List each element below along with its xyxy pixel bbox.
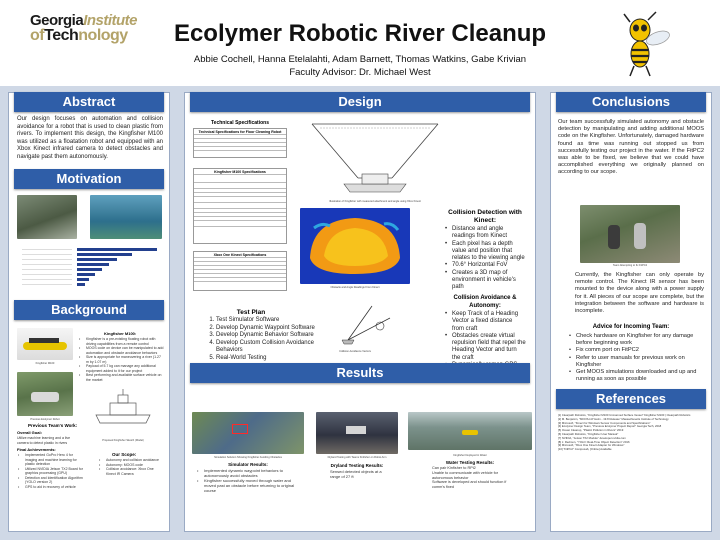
- motivation-heading: Motivation: [14, 169, 164, 189]
- list-item: • Creates a 3D map of environment in vehicle's path: [444, 270, 526, 292]
- plastic-waste-chart-image: [17, 246, 163, 290]
- list-item: Software is developed and should function if comm's fixed: [432, 480, 507, 490]
- tech-specs-title: Technical Specifications: [211, 120, 269, 126]
- list-item: • Best performing and available surface vehicle on the market: [78, 373, 164, 382]
- previous-robot-photo: [17, 372, 73, 416]
- depth-map-caption: Obstacle and Angle Readings From Kinect: [330, 286, 380, 289]
- list-item: • Refer to user manuals for previous work on Kingfisher: [568, 355, 706, 369]
- poster-title: Ecolymer Robotic River Cleanup: [173, 20, 547, 47]
- test-plan-list: [208, 317, 326, 363]
- collision-detection-list: [444, 226, 526, 292]
- simulator-results-list: [196, 468, 304, 493]
- dryland-results-text: Sensed detected objects at a range of 27 ft: [330, 469, 382, 479]
- list-item: [1] Clearpath Robotics, "Kingfisher M100 Unmanned Surface Vessel" Kingfisher M100 | Clearpath Robotics: [558, 413, 691, 417]
- advice-title: Advice for Incoming Team:: [592, 324, 670, 330]
- kingfisher-title: Kingfisher M100:: [104, 331, 137, 336]
- authors: Abbie Cochell, Hanna Etelalahti, Adam Barnett, Thomas Watkins, Gabe Krivian: [193, 54, 527, 65]
- list-item: • Autonomy: MOOS code: [98, 463, 160, 468]
- kingfisher-sketch-image: [86, 385, 160, 435]
- team-photo-caption: Team Attempting to fix FitPC2: [612, 264, 648, 267]
- collision-detection-title: Collision Detection with Kinect:: [448, 209, 522, 224]
- list-item: • Each pixel has a depth value and position that relates to the viewing angle: [444, 241, 526, 263]
- water-deployment-photo: [408, 412, 532, 450]
- overall-goal-text: Utilize machine learning and a live camera to detect plastic in rivers: [17, 436, 71, 445]
- list-item: • Implemented dynamic waypoint behaviors to autonomously avoid obstacles: [196, 468, 304, 478]
- list-item: • Implemented GoPro Hero 4 for imaging and machine learning for plastic detection: [17, 453, 83, 467]
- references-list: [558, 414, 704, 452]
- abstract-text: Our design focuses on automation and collision avoidance for a robot that is used to clean plastic from rivers. To implement this design, the Kingfisher M100 was utilized as a floatation robot and equipped with an Xbox Kinect infrared camera to detect obstacles and navigate past them autonomously.: [17, 116, 163, 160]
- previous-robot-caption: Previous Ecolymer Robot: [30, 418, 60, 421]
- final-achievements-list: [17, 453, 83, 489]
- water-results-list: [432, 466, 512, 490]
- list-item: [10] "FitPC2" CompuLab, [Online] Available: [558, 447, 612, 452]
- simulation-screenshot: [192, 412, 304, 454]
- list-item: • Obstacles create virtual repulsion field that repel the Heading Vector and turn the craft: [444, 333, 526, 362]
- references-heading: References: [556, 389, 706, 409]
- overall-goal-label: Overall Goal:: [17, 430, 42, 435]
- list-item: [5] Ocean Cleanup, "Plastic Pollution in Rivers" 2019: [558, 428, 624, 433]
- scope-list: [98, 458, 160, 476]
- kingfisher-bullets: [78, 337, 164, 382]
- list-item: [3] Microsoft, "Kinect for Windows Sensor Components and Specifications": [558, 420, 651, 425]
- list-item: • Detection and Identification Algorithm (YOLO version 2): [17, 476, 83, 485]
- list-item: • Keep Track of a Heading Vector a fixed distance from craft: [444, 311, 526, 333]
- list-item: • Utilized NVIDIA Jetson TX2 Board for graphics processing (GPU): [17, 467, 83, 476]
- list-item: • Autonomy and collision avoidance: [98, 458, 160, 463]
- results-heading: Results: [190, 363, 530, 383]
- conclusions-text-2: Currently, the Kingfisher can only operate by remote control. The Kinect IR sensor has been mounted to the device along with a power supply for it. All pieces of our scope are complete, but the integration between the software and hardware is incomplete.: [575, 272, 704, 315]
- list-item: • GPS to aid in recovery of vehicle: [17, 485, 83, 490]
- conclusions-heading: Conclusions: [556, 92, 706, 112]
- yellow-jacket-mascot-icon: [612, 8, 672, 78]
- list-item: • Kingfisher successfully moved through water and moved past an obstacle before returning to original course: [196, 478, 304, 493]
- water-results-title: Water Testing Results:: [445, 460, 495, 465]
- scope-title: Our Scope:: [112, 452, 137, 457]
- list-item: [7] NVIDIA, "Jetson TX2 Module" developer.nvidia.com: [558, 435, 626, 440]
- design-heading: Design: [190, 92, 530, 112]
- test-plan-title: Test Plan: [236, 309, 266, 316]
- kingfisher-photo-caption: Kingfisher M100: [35, 362, 55, 365]
- heading-vector-caption: Collision Avoidance Vectors: [339, 350, 371, 353]
- list-item: [9] Microsoft, "Xbox One Kinect Adapter for Windows": [558, 443, 625, 448]
- collision-avoidance-title: Collision Avoidance & Autonomy:: [453, 295, 517, 309]
- simulator-results-title: Simulator Results:: [228, 462, 268, 467]
- list-item: 4. Develop Custom Collision Avoidance Behaviors: [216, 340, 326, 355]
- dryland-caption: Dryland Testing with Teams Kinfisher on Robot Arm: [327, 456, 387, 459]
- sketch-caption: Proposed Kingfisher Sketch (Model): [102, 439, 144, 442]
- river-plastic-photo: [17, 195, 77, 239]
- list-item: [2] M. Benjamin, "MOOS-IvP Helm - 19.8 Release" Massachusetts Institute of Technology: [558, 416, 669, 421]
- list-item: • Get MOOS simulations downloaded and up and running as soon as possible: [568, 369, 706, 383]
- list-item: • Distance and angle readings from Kinect: [444, 226, 526, 241]
- list-item: [4] Ecolymer Design Team, "Previous Ecolymer Project Report" Georgia Tech, 2018: [558, 424, 662, 429]
- dryland-results-title: Dryland Testing Results:: [330, 463, 384, 468]
- previous-work-title: Previous Team's Work:: [28, 423, 78, 428]
- list-item: • Size is appropriate for maneuvering a river (1.27 m by 1.07 m): [78, 355, 164, 364]
- list-item: 5. Real-World Testing: [216, 355, 326, 363]
- dryland-testing-photo: [316, 412, 398, 454]
- heading-vector-diagram: [328, 296, 408, 348]
- faculty-advisor: Faculty Advisor: Dr. Michael West: [289, 67, 431, 78]
- list-item: 3. Develop Dynamic Behavior Software: [216, 332, 326, 340]
- list-item: 2. Develop Dynamic Waypoint Software: [216, 325, 326, 333]
- floor-robot-spec-table: Technical Specifications for Floor Cleaning Robot: [193, 128, 287, 158]
- kinect-spec-table: Xbox One Kinect Specifications: [193, 251, 287, 291]
- final-achievements-label: Final Achievements:: [17, 447, 56, 452]
- list-item: • Collision avoidance: Xbox One Kinect IR Camera: [98, 467, 160, 476]
- simulation-caption: Simulation Solution Showing Kingfisher Avoiding Obstacles: [214, 456, 282, 459]
- abstract-heading: Abstract: [14, 92, 164, 112]
- list-item: 1. Test Simulator Software: [216, 317, 326, 325]
- list-item: [8] J. Redmon, "YOLO: Real-Time Object Detection" 2016: [558, 439, 630, 444]
- list-item: • Payload of 5.7 kg can manage any additional equipment added to it for our project: [78, 364, 164, 373]
- kingfisher-spec-table: Kingfisher M100 Specifications: [193, 168, 287, 244]
- list-item: • Kingfisher is a pre-existing floating robot with driving capabilities from a remote control: [78, 337, 164, 346]
- team-fixing-photo: [580, 205, 680, 263]
- advice-list: [568, 333, 706, 383]
- list-item: • MOOS code on device can be manipulated to add automation and obstacle avoidance behaviors: [78, 346, 164, 355]
- diagram-caption: Illustration of Kingfisher with measured attachment and angle using Xbox Kinect: [329, 200, 421, 203]
- list-item: Can pair Kinfisher to RPi2: [432, 466, 476, 470]
- list-item: • Check hardware on Kingfisher for any damage before beginning work: [568, 333, 706, 347]
- kingfisher-kinect-diagram: [300, 118, 450, 200]
- conclusions-text-1: Our team successfully simulated autonomy and obstacle detection by manipulating and adding additional MOOS code on the Kingfisher. Unfortunately, damaged hardware found as time was running out stopped us from successfully testing our project in the water. If the FitPC2 was able to be fixed, we believe that we could have accomplished everything we originally planned on according to our scope.: [558, 119, 704, 176]
- kinect-depth-map-image: [300, 208, 410, 284]
- list-item: • Fix comm port on FitPC2: [568, 347, 706, 354]
- list-item: • 70.6° Horizontal FoV: [444, 262, 526, 269]
- list-item: [6] Clearpath Robotics, "Kingfisher User Manual": [558, 431, 619, 436]
- background-heading: Background: [14, 300, 164, 320]
- ocean-plastic-photo: [90, 195, 162, 239]
- kingfisher-m100-photo: [17, 328, 73, 360]
- georgia-tech-logo: GeorgiaInstitute ofTechnology: [30, 12, 138, 44]
- list-item: Unable to communicate with vehicle for autonomous behavior: [432, 470, 499, 480]
- water-deployment-caption: Kingfisher Deployed in Water: [453, 454, 487, 457]
- poster-header: [0, 0, 720, 86]
